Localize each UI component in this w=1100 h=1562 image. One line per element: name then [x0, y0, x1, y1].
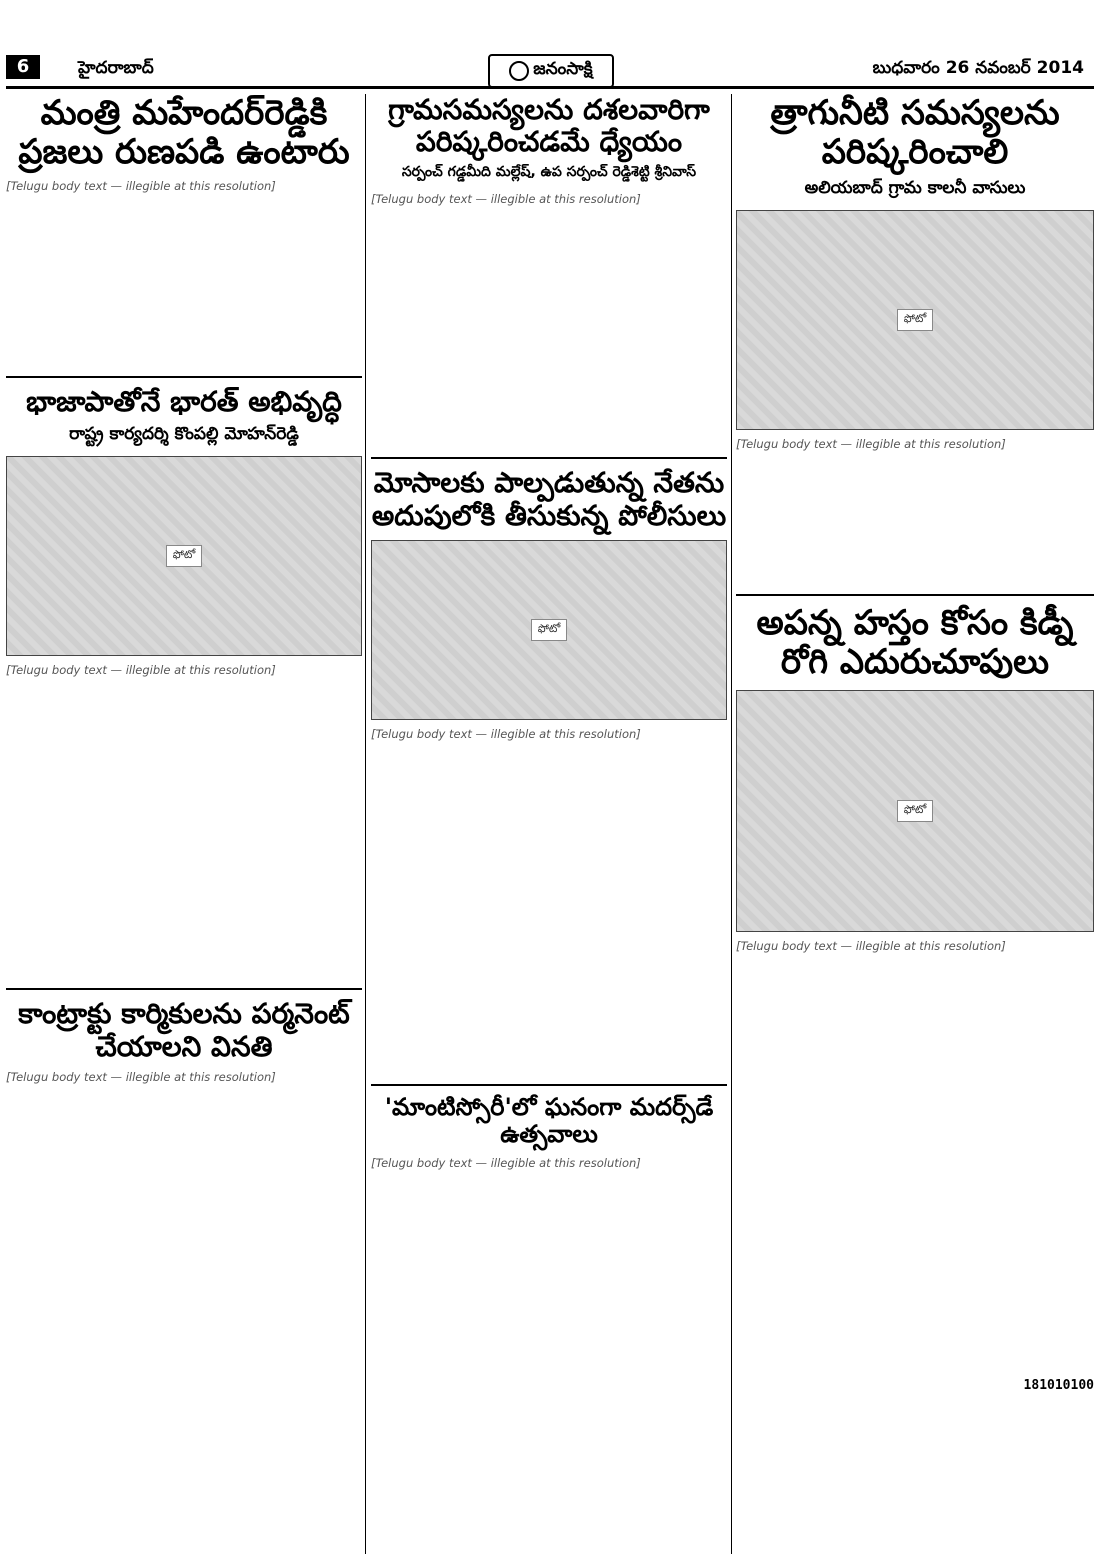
- masthead: [0, 0, 1100, 80]
- logo-text: జనంసాక్షి: [533, 59, 593, 79]
- footer-number: 181010100: [1023, 1378, 1094, 1394]
- article-body: [Telugu body text — illegible at this resolution]: [371, 1155, 641, 1170]
- article-drinking-water: [736, 94, 1094, 586]
- article-divider: [371, 457, 727, 459]
- article-headline: కాంట్రాక్టు కార్మికులను పర్మనెంట్ చేయాలని వినతి: [18, 997, 350, 1063]
- article-headline: మంత్రి మహేందర్‌రెడ్డికి ప్రజలు రుణపడి ఉంటారు: [18, 93, 350, 173]
- article-headline: అపన్న హస్తం కోసం కిడ్నీ రోగి ఎదురుచూపులు: [756, 603, 1074, 683]
- column-divider: [731, 94, 732, 1554]
- article-photo: [736, 210, 1094, 430]
- article-kidney-patient: [736, 604, 1094, 1393]
- article-body: [Telugu body text — illegible at this resolution]: [736, 939, 1006, 954]
- article-headline: త్రాగునీటి సమస్యలను పరిష్కరించాలి: [770, 93, 1060, 173]
- photo-caption: ఫోటో: [531, 619, 568, 641]
- article-photo: [6, 456, 362, 656]
- article-contract-workers: [6, 998, 362, 1298]
- article-bjp: [6, 386, 362, 980]
- article-headline: భాజాపాతోనే భారత్ అభివృద్ధి: [26, 385, 342, 419]
- column-middle: [371, 94, 727, 1405]
- article-police: [371, 467, 727, 1075]
- article-village-issues: [371, 94, 727, 449]
- column-divider: [365, 94, 366, 1554]
- article-divider: [6, 376, 362, 378]
- logo-emblem-icon: [509, 61, 529, 81]
- article-body: [Telugu body text — illegible at this resolution]: [371, 192, 641, 207]
- article-divider: [736, 594, 1094, 596]
- section-name: హైదరాబాద్: [78, 58, 154, 78]
- photo-caption: ఫోటో: [897, 309, 934, 331]
- article-body: [Telugu body text — illegible at this resolution]: [6, 1069, 276, 1084]
- article-body: [Telugu body text — illegible at this resolution]: [371, 726, 641, 741]
- article-divider: [6, 988, 362, 990]
- issue-date: బుధవారం 26 నవంబర్ 2014: [872, 58, 1084, 78]
- article-subhead: సర్పంచ్ గడ్డమీది మల్లేష్, ఉప సర్పంచ్ రెడ్డిశెట్టి శ్రీనివాస్: [401, 164, 697, 181]
- article-body: [Telugu body text — illegible at this resolution]: [6, 179, 276, 194]
- photo-caption: ఫోటో: [166, 545, 203, 567]
- article-headline: 'మాంటిస్సోరీ'లో ఘనంగా మదర్స్‌డే ఉత్సవాలు: [384, 1092, 714, 1149]
- newspaper-logo: [488, 54, 614, 88]
- article-photo: [736, 690, 1094, 932]
- column-right: [736, 94, 1094, 1393]
- article-body: [Telugu body text — illegible at this resolution]: [736, 437, 1006, 452]
- photo-caption: ఫోటో: [897, 800, 934, 822]
- article-divider: [371, 1084, 727, 1086]
- article-minister: [6, 94, 362, 368]
- article-subhead: రాష్ట్ర కార్యదర్శి కొంపల్లి మోహన్‌రెడ్డి: [69, 424, 299, 445]
- article-photo: [371, 540, 727, 720]
- masthead-rule: [6, 86, 1094, 89]
- article-body: [Telugu body text — illegible at this resolution]: [6, 663, 276, 678]
- page-number: 6: [6, 55, 40, 79]
- column-left: [6, 94, 362, 1299]
- article-mothers-day: [371, 1094, 727, 1405]
- article-subhead: అలియబాద్ గ్రామ కాలనీ వాసులు: [804, 178, 1026, 199]
- article-headline: గ్రామసమస్యలను దశలవారిగా పరిష్కరించడమే ధ్యేయం: [388, 93, 710, 159]
- article-headline: మోసాలకు పాల్పడుతున్న నేతను అదుపులోకి తీసుకున్న పోలీసులు: [371, 466, 727, 532]
